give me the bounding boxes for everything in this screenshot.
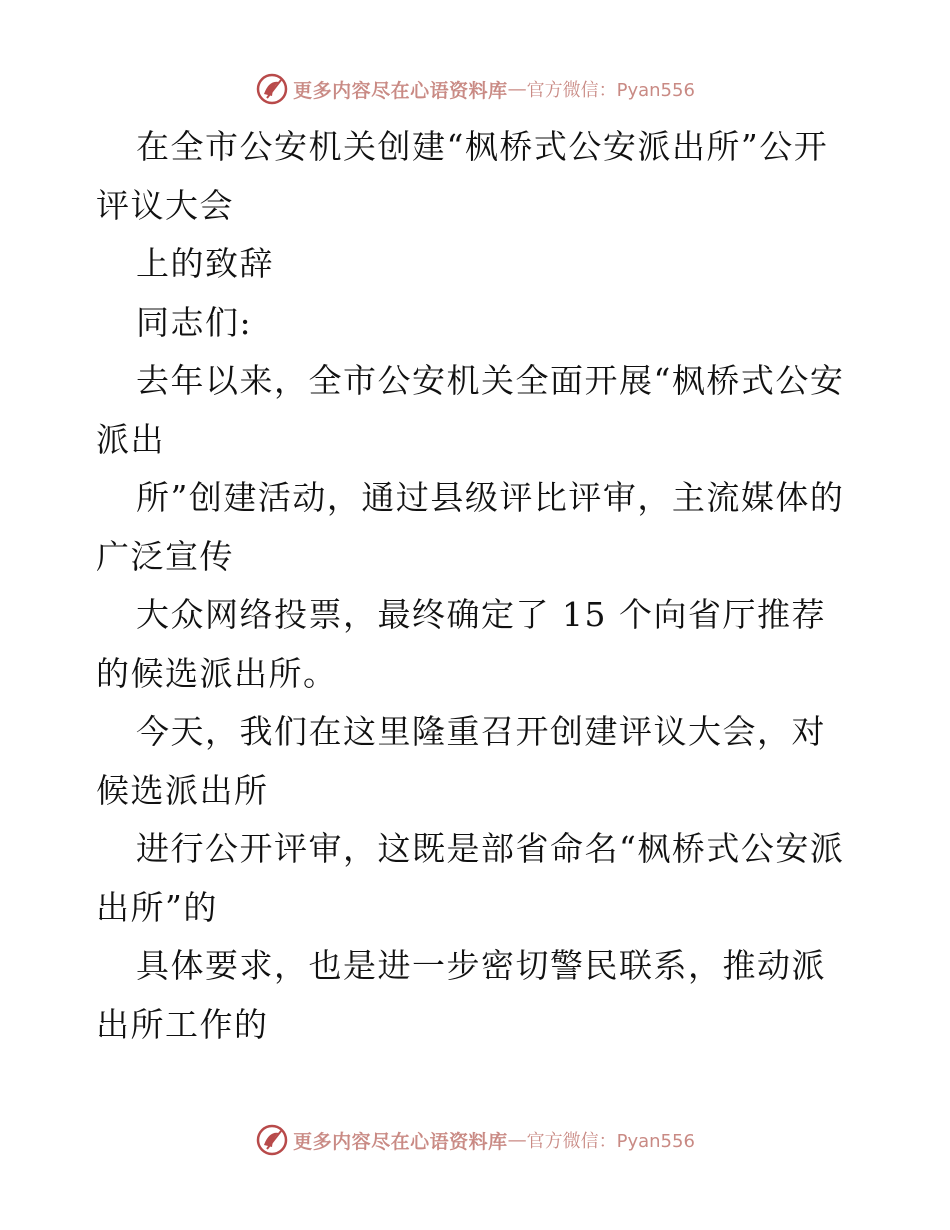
brand-logo-icon — [255, 1123, 289, 1157]
paragraph: 在全市公安机关创建“枫桥式公安派出所”公开评议大会 — [96, 127, 829, 225]
banner-main-text: 更多内容尽在心语资料库 — [293, 1130, 508, 1153]
footer-banner — [0, 1123, 950, 1157]
paragraph: 今天，我们在这里隆重召开创建评议大会，对候选派出所 — [96, 712, 826, 810]
paragraph: 进行公开评审，这既是部省命名“枫桥式公安派出所”的 — [96, 829, 845, 927]
brand-logo-icon — [255, 72, 289, 106]
banner-wechat-text: 官方微信：Pyan556 — [526, 1131, 695, 1152]
header-banner — [0, 72, 950, 106]
paragraph: 同志们: — [136, 302, 253, 342]
paragraph: 上的致辞 — [136, 244, 274, 283]
banner-main-text: 更多内容尽在心语资料库 — [293, 79, 508, 102]
banner-separator: — — [507, 78, 527, 100]
banner-separator: — — [507, 1129, 527, 1151]
document-body — [96, 118, 856, 1054]
paragraph: 具体要求，也是进一步密切警民联系，推动派出所工作的 — [96, 946, 826, 1044]
paragraph: 所”创建活动，通过县级评比评审，主流媒体的广泛宣传 — [96, 478, 845, 576]
paragraph: 大众网络投票，最终确定了 15 个向省厅推荐的候选派出所。 — [96, 595, 826, 693]
paragraph: 去年以来，全市公安机关全面开展“枫桥式公安派出 — [96, 361, 845, 459]
banner-wechat-text: 官方微信：Pyan556 — [526, 80, 695, 101]
